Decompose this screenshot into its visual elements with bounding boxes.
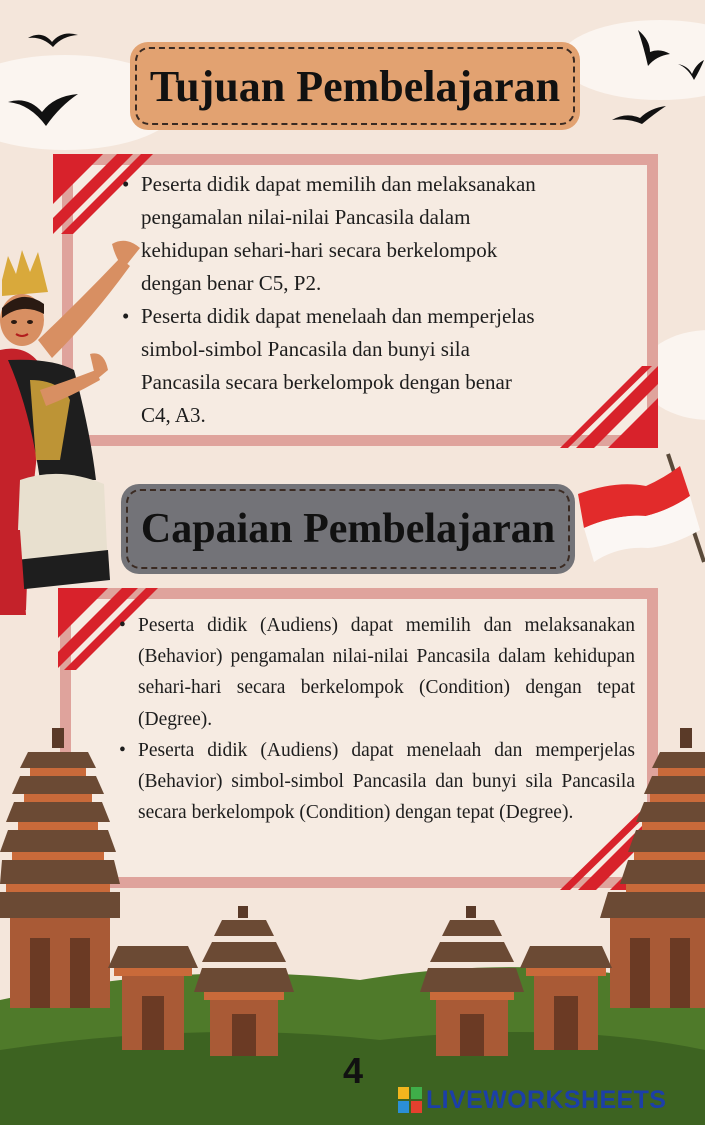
temple-pagoda — [600, 728, 705, 1048]
tujuan-title: Tujuan Pembelajaran — [149, 61, 561, 111]
list-item-line: C4, A3. — [141, 403, 206, 427]
temple-pagoda — [0, 728, 120, 1048]
temple-pagoda — [194, 906, 294, 1056]
list-item-line: Pancasila secara berkelompok dengan benar — [141, 370, 512, 394]
bird-icon — [612, 106, 666, 126]
capaian-list — [119, 610, 635, 828]
list-item-line: dengan benar C5, P2. — [141, 271, 322, 295]
liveworksheets-badge-icon — [398, 1087, 422, 1113]
list-item-line: simbol-simbol Pancasila dan bunyi sila — [141, 337, 470, 361]
capaian-title: Capaian Pembelajaran — [140, 506, 556, 552]
tujuan-list — [122, 168, 632, 432]
bird-icon — [636, 30, 670, 66]
list-item: • Peserta didik (Audiens) dapat memilih dan melaksanakan (Behavior) pengamalan nilai-nilai Pancasila dalam kehidupan sehari-hari secara berkelompok (Condition) dengan tepat (Degree). — [119, 610, 635, 735]
bird-icon — [678, 60, 704, 80]
list-item: • Peserta didik (Audiens) dapat menelaah dan memperjelas (Behavior) simbol-simbol Pancasila dan bunyi sila Pancasila secara berkelompok (Condition) dengan tepat (Degree). — [119, 735, 635, 829]
temple-pagoda — [108, 940, 198, 1050]
list-item-line: • Peserta didik dapat menelaah dan memperjelas — [141, 304, 535, 328]
bird-icon — [8, 92, 78, 130]
bird-icon — [28, 30, 78, 52]
list-item-line: kehidupan sehari-hari secara berkelompok — [141, 238, 498, 262]
liveworksheets-logo[interactable] — [398, 1086, 666, 1114]
liveworksheets-text: LIVEWORKSHEETS — [426, 1085, 667, 1114]
temple-pagoda — [420, 906, 524, 1056]
capaian-title-box — [121, 484, 575, 574]
temple-pagoda — [520, 940, 612, 1050]
page-number: 4 — [343, 1050, 364, 1091]
tujuan-title-box — [130, 42, 580, 130]
list-item-line: • Peserta didik dapat memilih dan melaksanakan — [141, 172, 536, 196]
list-item — [122, 168, 632, 300]
list-item-line: pengamalan nilai-nilai Pancasila dalam — [141, 205, 471, 229]
indonesian-flag — [576, 452, 705, 568]
list-item — [122, 300, 632, 432]
